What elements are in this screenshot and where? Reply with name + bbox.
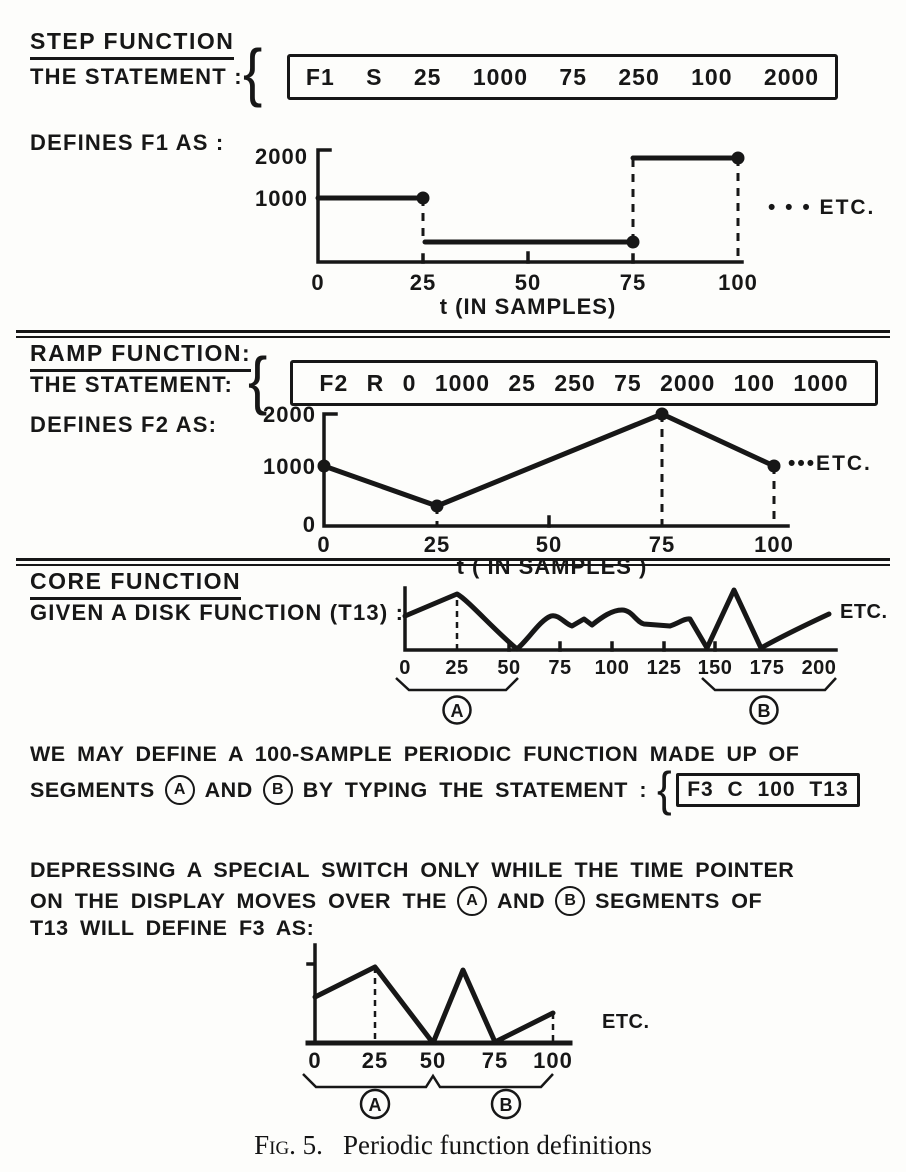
f3-xtick-75: 75 bbox=[481, 1048, 509, 1073]
ramp-defines-label: DEFINES F2 AS: bbox=[30, 412, 218, 437]
compose-and-word: AND bbox=[204, 777, 253, 802]
f3-xtick-25: 25 bbox=[361, 1048, 389, 1073]
ramp-xtick-75: 75 bbox=[648, 532, 676, 557]
ramp-curve bbox=[324, 414, 774, 506]
figure-caption-text: Periodic function definitions bbox=[342, 1130, 652, 1160]
section-divider-1 bbox=[16, 330, 890, 338]
step-defines-label: DEFINES F1 AS : bbox=[30, 130, 225, 155]
ramp-function-plot bbox=[232, 402, 832, 579]
step-statement-label: THE STATEMENT : bbox=[30, 64, 243, 89]
core-statement-box: F3 C 100 T13 bbox=[676, 773, 859, 807]
core-section-title: CORE FUNCTION bbox=[30, 568, 241, 600]
f3-xtick-0: 0 bbox=[308, 1048, 322, 1073]
ramp-ytick-1000: 1000 bbox=[263, 454, 316, 479]
ramp-xtick-0: 0 bbox=[317, 532, 331, 557]
ramp-xtick-25: 25 bbox=[423, 532, 451, 557]
segment-a-brace bbox=[396, 678, 518, 690]
disk-function-plot bbox=[388, 586, 900, 732]
step-etc-label: • • • ETC. bbox=[768, 196, 876, 219]
step-xtick-75: 75 bbox=[619, 270, 647, 295]
disk-xtick-175: 175 bbox=[749, 657, 785, 679]
figure-caption-number: Fig. 5. bbox=[254, 1130, 323, 1160]
disk-xtick-200: 200 bbox=[801, 657, 837, 679]
segment-a-badge: A bbox=[457, 886, 487, 916]
ramp-point-75-2000 bbox=[656, 408, 669, 421]
disk-xtick-125: 125 bbox=[646, 657, 682, 679]
segment-b-badge: B bbox=[555, 886, 585, 916]
step-ytick-2000: 2000 bbox=[255, 144, 308, 169]
disk-xtick-100: 100 bbox=[594, 657, 630, 679]
disk-xtick-0: 0 bbox=[399, 657, 411, 679]
step-point-100-2000 bbox=[732, 152, 745, 165]
core-given-label: GIVEN A DISK FUNCTION (T13) : bbox=[30, 600, 405, 625]
disk-xtick-75: 75 bbox=[548, 657, 572, 679]
step-xtick-50: 50 bbox=[514, 270, 542, 295]
left-brace-icon: { bbox=[248, 344, 268, 417]
step-point-25-1000 bbox=[417, 192, 430, 205]
disk-xtick-50: 50 bbox=[497, 657, 521, 679]
f3-y-axis bbox=[308, 945, 315, 1043]
switch-note-line2-pre: ON THE DISPLAY MOVES OVER THE bbox=[30, 888, 448, 913]
step-xlabel: t (IN SAMPLES) bbox=[439, 294, 617, 319]
step-point-75-250 bbox=[627, 236, 640, 249]
switch-note-and-word: AND bbox=[497, 888, 546, 913]
segment-b-brace bbox=[702, 678, 836, 690]
segment-b-letter: B bbox=[499, 1095, 513, 1115]
ramp-xtick-100: 100 bbox=[754, 532, 794, 557]
compose-segments-word: SEGMENTS bbox=[30, 777, 155, 802]
compose-line-1: WE MAY DEFINE A 100-SAMPLE PERIODIC FUNCTION MADE UP OF bbox=[30, 742, 800, 766]
disk-curve bbox=[405, 590, 829, 649]
section-divider-2 bbox=[16, 558, 890, 566]
ramp-etc-label: •••ETC. bbox=[788, 452, 872, 475]
disk-xtick-150: 150 bbox=[697, 657, 733, 679]
step-xtick-100: 100 bbox=[718, 270, 758, 295]
switch-note-line-1: DEPRESSING A SPECIAL SWITCH ONLY WHILE THE TIME POINTER bbox=[30, 858, 795, 882]
left-brace-icon: { bbox=[243, 36, 263, 109]
segment-b-badge: B bbox=[263, 775, 293, 805]
figure-caption bbox=[0, 1130, 906, 1161]
ramp-point-100-1000 bbox=[768, 460, 781, 473]
ramp-section-title: RAMP FUNCTION: bbox=[30, 340, 251, 372]
ramp-xtick-50: 50 bbox=[535, 532, 563, 557]
step-statement-box: F1 S 25 1000 75 250 100 2000 bbox=[287, 54, 838, 100]
ramp-ytick-0: 0 bbox=[302, 512, 316, 537]
disk-etc-label: ETC. bbox=[840, 601, 888, 623]
ramp-axes bbox=[324, 414, 788, 526]
disk-xtick-25: 25 bbox=[445, 657, 469, 679]
ramp-point-25-250 bbox=[431, 500, 444, 513]
step-function-plot bbox=[228, 134, 798, 319]
f3-xtick-100: 100 bbox=[533, 1048, 573, 1073]
f3-xtick-50: 50 bbox=[419, 1048, 447, 1073]
segment-a-letter: A bbox=[368, 1095, 382, 1115]
compose-typing-text: BY TYPING THE STATEMENT : bbox=[302, 777, 648, 802]
segment-b-letter: B bbox=[757, 701, 771, 721]
f3-etc-label: ETC. bbox=[602, 1011, 650, 1033]
step-xtick-0: 0 bbox=[311, 270, 325, 295]
segment-a-letter: A bbox=[450, 701, 464, 721]
step-ytick-1000: 1000 bbox=[255, 186, 308, 211]
segment-a-badge: A bbox=[165, 775, 195, 805]
compose-line-2 bbox=[30, 762, 860, 817]
f3-curve bbox=[315, 967, 553, 1043]
ramp-point-0-1000 bbox=[318, 460, 331, 473]
f3-function-plot bbox=[250, 940, 680, 1122]
ramp-ytick-2000: 2000 bbox=[263, 402, 316, 427]
ramp-statement-label: THE STATEMENT: bbox=[30, 372, 233, 397]
step-axes bbox=[318, 150, 742, 262]
switch-note-line-3: T13 WILL DEFINE F3 AS: bbox=[30, 916, 315, 940]
ramp-statement-box: F2 R 0 1000 25 250 75 2000 100 1000 bbox=[290, 360, 878, 406]
step-section-title: STEP FUNCTION bbox=[30, 28, 234, 60]
ramp-xlabel: t ( IN SAMPLES ) bbox=[456, 554, 648, 579]
f3-segment-braces bbox=[303, 1074, 553, 1087]
left-brace-icon: { bbox=[657, 762, 673, 817]
switch-note-line-2 bbox=[30, 886, 762, 916]
step-xtick-25: 25 bbox=[409, 270, 437, 295]
switch-note-line2-post: SEGMENTS OF bbox=[595, 888, 763, 913]
